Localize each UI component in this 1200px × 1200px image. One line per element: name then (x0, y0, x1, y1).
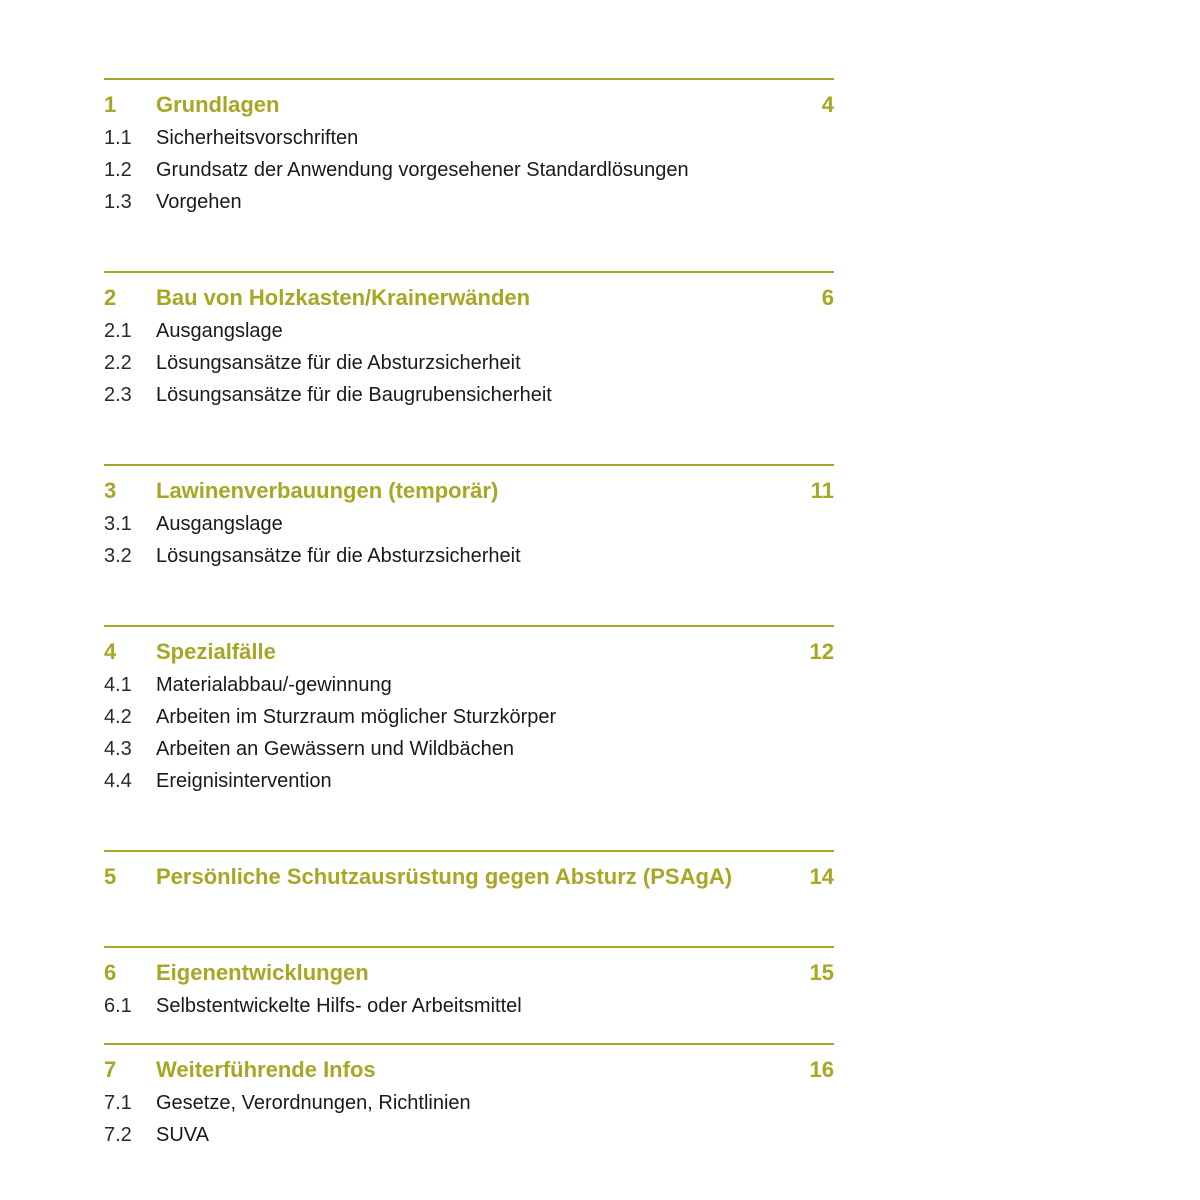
entry-number: 6.1 (104, 995, 132, 1017)
toc-entry[interactable] (104, 765, 834, 797)
heading-number: 5 (104, 864, 117, 889)
heading-title: Eigenentwicklungen (156, 960, 369, 985)
entry-title: SUVA (156, 1124, 209, 1146)
toc-entry[interactable] (104, 733, 834, 765)
entry-number: 7.2 (104, 1124, 132, 1146)
heading-page-number: 11 (810, 478, 834, 503)
toc-entry[interactable] (104, 315, 834, 347)
entry-number: 1.1 (104, 127, 132, 149)
entry-title: Ausgangslage (156, 320, 283, 342)
entry-title: Ereignisintervention (156, 770, 332, 792)
toc-entry[interactable] (104, 186, 834, 218)
entry-title: Materialabbau/-gewinnung (156, 674, 392, 696)
toc-entry[interactable] (104, 347, 834, 379)
entry-number: 4.3 (104, 738, 132, 760)
heading-title: Persönliche Schutzausrüstung gegen Absturz (PSAgA) (156, 864, 733, 889)
toc-heading[interactable] (104, 281, 834, 315)
entry-number: 2.1 (104, 320, 132, 342)
heading-page-number: 15 (809, 960, 834, 985)
heading-page-number: 12 (809, 639, 834, 664)
toc-heading[interactable] (104, 956, 834, 990)
toc-entry[interactable] (104, 990, 834, 1022)
entry-title: Lösungsansätze für die Absturzsicherheit (156, 545, 521, 567)
entry-title: Selbstentwickelte Hilfs- oder Arbeitsmittel (156, 995, 522, 1017)
entry-title: Lösungsansätze für die Absturzsicherheit (156, 352, 521, 374)
entry-number: 2.2 (104, 352, 132, 374)
entry-number: 4.1 (104, 674, 132, 696)
section-divider (104, 78, 834, 80)
toc-entry[interactable] (104, 1119, 834, 1151)
heading-title: Lawinenverbauungen (temporär) (156, 478, 499, 503)
section-divider (104, 464, 834, 466)
entry-number: 4.2 (104, 706, 132, 728)
toc-section-5 (104, 850, 834, 894)
toc-heading[interactable] (104, 1053, 834, 1087)
entry-title: Lösungsansätze für die Baugrubensicherheit (156, 384, 552, 406)
heading-page-number: 4 (821, 92, 834, 117)
entry-number: 3.2 (104, 545, 132, 567)
entry-number: 3.1 (104, 513, 132, 535)
section-divider (104, 271, 834, 273)
toc-section-7 (104, 1043, 834, 1151)
toc-entry[interactable] (104, 540, 834, 572)
heading-number: 4 (104, 639, 117, 664)
heading-title: Spezialfälle (156, 639, 276, 664)
entry-number: 1.2 (104, 159, 132, 181)
heading-page-number: 6 (821, 285, 834, 310)
heading-number: 7 (104, 1057, 117, 1082)
toc-section-6 (104, 946, 834, 1022)
entry-number: 4.4 (104, 770, 132, 792)
toc-heading[interactable] (104, 860, 834, 894)
entry-title: Vorgehen (156, 191, 242, 213)
section-divider (104, 850, 834, 852)
heading-page-number: 16 (809, 1057, 834, 1082)
toc-entry[interactable] (104, 701, 834, 733)
toc-section-4 (104, 625, 834, 797)
toc-entry[interactable] (104, 154, 834, 186)
entry-title: Sicherheitsvorschriften (156, 127, 359, 149)
section-divider (104, 1043, 834, 1045)
heading-title: Weiterführende Infos (156, 1057, 376, 1082)
heading-title: Bau von Holzkasten/Krainerwänden (156, 285, 531, 310)
toc-entry[interactable] (104, 1087, 834, 1119)
toc-entry[interactable] (104, 508, 834, 540)
heading-page-number: 14 (809, 864, 834, 889)
entry-title: Arbeiten im Sturzraum möglicher Sturzkörper (156, 706, 557, 728)
toc-section-2 (104, 271, 834, 411)
toc-section-1 (104, 78, 834, 218)
toc-heading[interactable] (104, 474, 834, 508)
entry-number: 1.3 (104, 191, 132, 213)
section-divider (104, 625, 834, 627)
entry-title: Gesetze, Verordnungen, Richtlinien (156, 1092, 471, 1114)
toc-entry[interactable] (104, 122, 834, 154)
entry-title: Ausgangslage (156, 513, 283, 535)
toc-heading[interactable] (104, 88, 834, 122)
entry-number: 2.3 (104, 384, 132, 406)
toc-entry[interactable] (104, 669, 834, 701)
entry-title: Arbeiten an Gewässern und Wildbächen (156, 738, 514, 760)
section-divider (104, 946, 834, 948)
heading-number: 1 (104, 92, 117, 117)
entry-number: 7.1 (104, 1092, 132, 1114)
toc-entry[interactable] (104, 379, 834, 411)
heading-title: Grundlagen (156, 92, 280, 117)
toc-section-3 (104, 464, 834, 572)
toc-heading[interactable] (104, 635, 834, 669)
heading-number: 3 (104, 478, 117, 503)
heading-number: 6 (104, 960, 117, 985)
entry-title: Grundsatz der Anwendung vorgesehener Standardlösungen (156, 159, 689, 181)
heading-number: 2 (104, 285, 117, 310)
